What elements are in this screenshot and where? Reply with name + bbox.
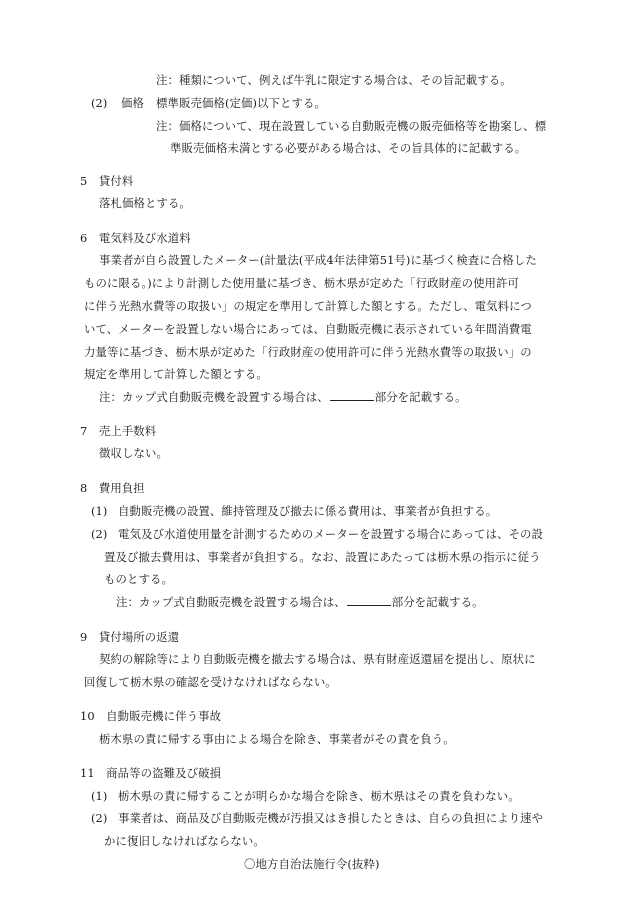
price-number: (2) bbox=[91, 96, 108, 110]
section-6-line: 事業者が自ら設置したメーター(計量法(平成4年法律第51号)に基づく検査に合格した bbox=[99, 253, 537, 267]
section-8-note-suffix: 部分を記載する。 bbox=[391, 595, 484, 609]
section-8-item-2-line: 電気及び水道使用量を計測するためのメーターを設置する場合にあっては、その設 bbox=[118, 527, 544, 541]
section-5-heading: 5 貸付料 bbox=[80, 174, 134, 188]
section-6-line: いて、メーターを設置しない場合にあっては、自動販売機に表示されている年間消費電 bbox=[84, 322, 532, 336]
section-8-item-1-number: (1) bbox=[91, 504, 108, 518]
section-8-item-2-number: (2) bbox=[91, 527, 108, 541]
section-11-item-2-line: かに復旧しなければならない。 bbox=[104, 834, 265, 848]
section-11-heading: 11 商品等の盗難及び破損 bbox=[80, 766, 222, 780]
note-kinds: 注：種類について、例えば牛乳に限定する場合は、その旨記載する。 bbox=[156, 73, 512, 87]
blank-underline bbox=[347, 594, 391, 606]
section-9-line: 契約の解除等により自動販売機を撤去する場合は、県有財産返還届を提出し、原状に bbox=[99, 652, 536, 666]
section-6-line: 規定を準用して計算した額とする。 bbox=[84, 367, 268, 381]
section-7-heading: 7 売上手数料 bbox=[80, 424, 157, 438]
section-10-body: 栃木県の責に帰する事由による場合を除き、事業者がその責を負う。 bbox=[99, 732, 455, 746]
section-6-heading: 6 電気料及び水道料 bbox=[80, 231, 191, 245]
section-6-line: 力量等に基づき、栃木県が定めた「行政財産の使用許可に伴う光熱水費等の取扱い」の bbox=[84, 345, 532, 359]
section-8-note bbox=[116, 592, 484, 613]
section-9-heading: 9 貸付場所の返還 bbox=[80, 630, 180, 644]
price-note-line-2: 準販売価格未満とする必要がある場合は、その旨具体的に記載する。 bbox=[170, 141, 527, 155]
section-11-item-2-number: (2) bbox=[91, 811, 108, 825]
price-note-line-1: 注：価格について、現在設置している自動販売機の販売価格等を勘案し、標 bbox=[156, 119, 547, 133]
section-11-item-2-line: 事業者は、商品及び自動販売機が汚損又はき損したときは、自らの負担により速や bbox=[118, 811, 544, 825]
blank-underline bbox=[330, 389, 374, 401]
section-7-body: 徴収しない。 bbox=[99, 446, 168, 460]
section-8-item-1-text: 自動販売機の設置、維持管理及び撤去に係る費用は、事業者が負担する。 bbox=[118, 504, 498, 518]
footer-heading: 〇地方自治法施行令(抜粋) bbox=[244, 857, 380, 871]
price-label: 価格 bbox=[121, 96, 144, 110]
price-text: 標準販売価格(定価)以下とする。 bbox=[156, 96, 326, 110]
section-8-heading: 8 費用負担 bbox=[80, 481, 145, 495]
section-9-line: 回復して栃木県の確認を受けなければならない。 bbox=[84, 675, 337, 689]
section-6-note-suffix: 部分を記載する。 bbox=[374, 390, 467, 404]
section-10-heading: 10 自動販売機に伴う事故 bbox=[80, 709, 222, 723]
section-8-item-2-line: ものとする。 bbox=[104, 572, 173, 586]
section-6-line: ものに限る。)により計測した使用量に基づき、栃木県が定めた「行政財産の使用許可 bbox=[84, 276, 520, 290]
section-11-item-1-text: 栃木県の責に帰することが明らかな場合を除き、栃木県はその責を負わない。 bbox=[118, 789, 520, 803]
section-11-item-1-number: (1) bbox=[91, 789, 108, 803]
section-8-note-prefix: 注：カップ式自動販売機を設置する場合は、 bbox=[116, 595, 346, 609]
section-5-body: 落札価格とする。 bbox=[99, 196, 191, 210]
section-6-line: に伴う光熱水費等の取扱い」の規定を準用して計算した額とする。ただし、電気料につ bbox=[84, 299, 532, 313]
section-6-note bbox=[99, 387, 467, 408]
section-8-item-2-line: 置及び撤去費用は、事業者が負担する。なお、設置にあたっては栃木県の指示に従う bbox=[104, 550, 541, 564]
section-6-note-prefix: 注：カップ式自動販売機を設置する場合は、 bbox=[99, 390, 329, 404]
